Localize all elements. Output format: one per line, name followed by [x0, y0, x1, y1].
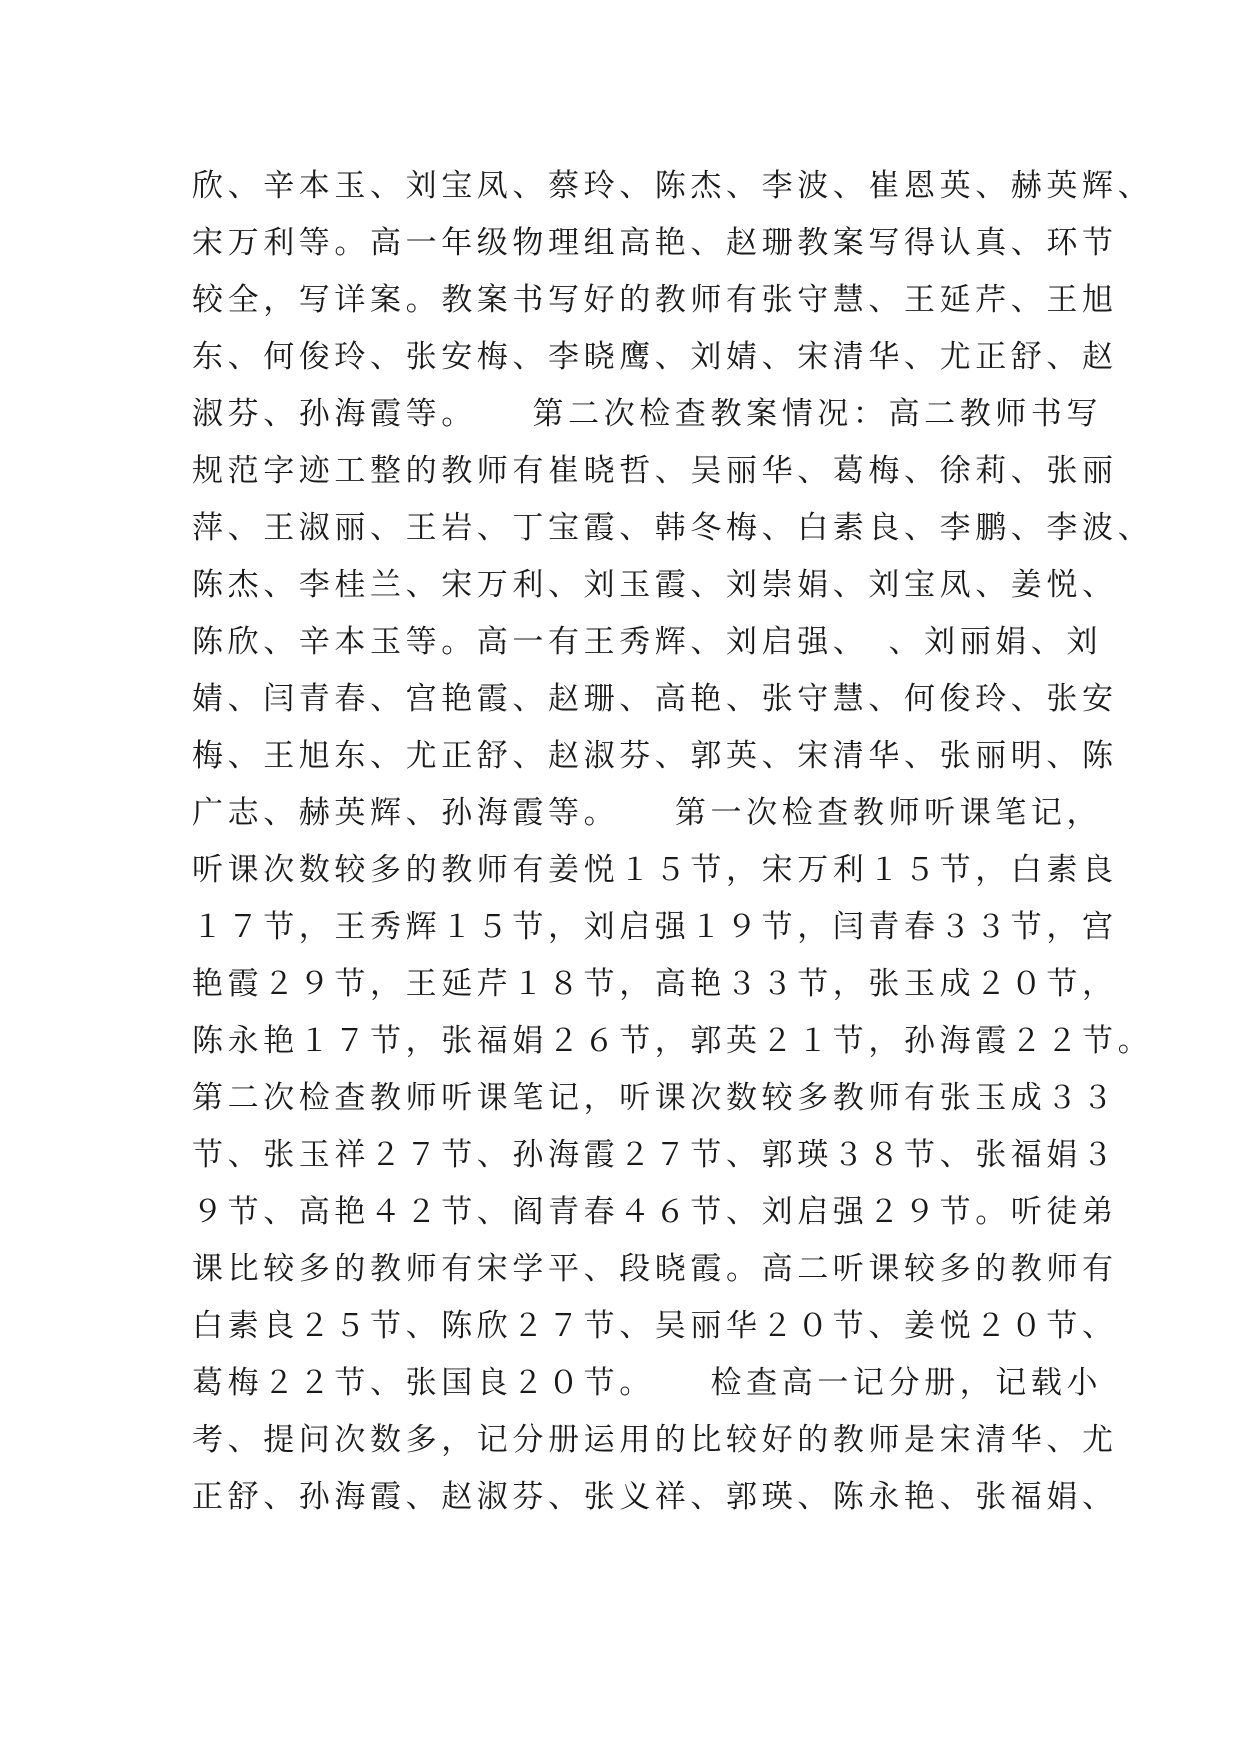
text-line: 陈杰、李桂兰、宋万利、刘玉霞、刘崇娟、刘宝凤、姜悦、 [192, 567, 1118, 603]
text-line: 陈欣、辛本玉等。高一有王秀辉、刘启强、 、刘丽娟、刘 [192, 624, 1103, 660]
text-line: 梅、王旭东、尤正舒、赵淑芬、郭英、宋清华、张丽明、陈 [192, 738, 1118, 774]
text-line: 淑芬、孙海霞等。 第二次检查教案情况：高二教师书写 [192, 396, 1103, 432]
text-line: 艳霞２９节，王延芹１８节，高艳３３节，张玉成２０节， [192, 966, 1118, 1002]
text-line: 考、提问次数多，记分册运用的比较好的教师是宋清华、尤 [192, 1422, 1118, 1458]
text-line: ９节、高艳４２节、阎青春４６节、刘启强２９节。听徒弟 [192, 1194, 1118, 1230]
text-line: 课比较多的教师有宋学平、段晓霞。高二听课较多的教师有 [192, 1251, 1118, 1287]
text-line: 陈永艳１７节，张福娟２６节，郭英２１节，孙海霞２２节。 [192, 1023, 1154, 1059]
body-text [192, 158, 1154, 1526]
text-line: 东、何俊玲、张安梅、李晓鹰、刘婧、宋清华、尤正舒、赵 [192, 339, 1118, 375]
text-line: 规范字迹工整的教师有崔晓哲、吴丽华、葛梅、徐莉、张丽 [192, 453, 1118, 489]
text-line: 白素良２５节、陈欣２７节、吴丽华２０节、姜悦２０节、 [192, 1308, 1118, 1344]
text-line: 较全，写详案。教案书写好的教师有张守慧、王延芹、王旭 [192, 282, 1118, 318]
text-line: 葛梅２２节、张国良２０节。 检查高一记分册，记载小 [192, 1365, 1103, 1401]
text-line: 萍、王淑丽、王岩、丁宝霞、韩冬梅、白素良、李鹏、李波、 [192, 510, 1154, 546]
text-line: 节、张玉祥２７节、孙海霞２７节、郭瑛３８节、张福娟３ [192, 1137, 1118, 1173]
text-line: 广志、赫英辉、孙海霞等。 第一次检查教师听课笔记， [192, 795, 1103, 831]
text-line: 婧、闫青春、宫艳霞、赵珊、高艳、张守慧、何俊玲、张安 [192, 681, 1118, 717]
text-line: １７节，王秀辉１５节，刘启强１９节，闫青春３３节，宫 [192, 909, 1118, 945]
text-line: 听课次数较多的教师有姜悦１５节，宋万利１５节，白素良 [192, 852, 1118, 888]
text-line: 宋万利等。高一年级物理组高艳、赵珊教案写得认真、环节 [192, 225, 1118, 261]
text-line: 第二次检查教师听课笔记，听课次数较多教师有张玉成３３ [192, 1080, 1118, 1116]
text-line: 正舒、孙海霞、赵淑芬、张义祥、郭瑛、陈永艳、张福娟、 [192, 1479, 1118, 1515]
text-line: 欣、辛本玉、刘宝凤、蔡玲、陈杰、李波、崔恩英、赫英辉、 [192, 168, 1154, 204]
